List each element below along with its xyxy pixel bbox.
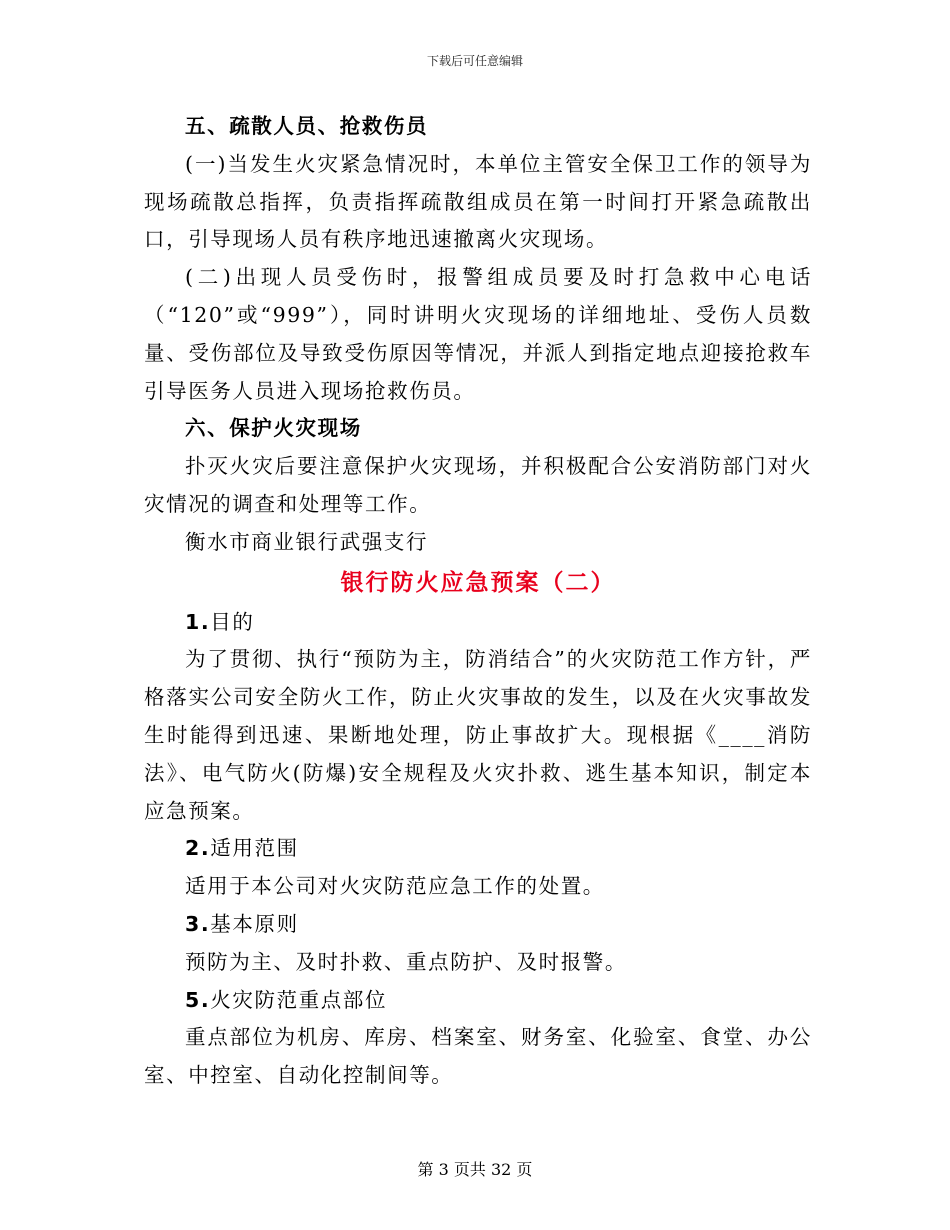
section-body-key-areas: 重点部位为机房、库房、档案室、财务室、化验室、食堂、办公室、中控室、自动化控制间等。 xyxy=(144,1025,812,1088)
section-heading-principles xyxy=(144,906,812,944)
section-title: 银行防火应急预案（二） xyxy=(340,568,616,596)
section-heading-purpose xyxy=(144,604,812,642)
paragraph-signature: 衡水市商业银行武强支行 xyxy=(185,529,429,554)
section-heading-scope xyxy=(144,830,812,868)
section-heading-key-areas xyxy=(144,982,812,1020)
section-heading-label: 目的 xyxy=(210,609,255,634)
section-body-purpose: 为了贯彻、执行“预防为主，防消结合”的火灾防范工作方针，严格落实公司安全防火工作，防止火灾事故的发生，以及在火灾事故发生时能得到迅速、果断地处理，防止事故扩大。现根据《____消防法》、电气防火(防爆)安全规程及火灾扑救、逃生基本知识，制定本应急预案。 xyxy=(144,647,812,823)
page-footer: 第 3 页共 32 页 xyxy=(417,1160,533,1179)
section-heading-label: 适用范围 xyxy=(210,836,299,861)
heading-protect-scene: 六、保护火灾现场 xyxy=(185,416,362,441)
section-heading-label: 基本原则 xyxy=(210,911,299,936)
section-body-scope: 适用于本公司对火灾防范应急工作的处置。 xyxy=(185,874,605,899)
section-number: 1. xyxy=(185,609,211,634)
heading-evacuation: 五、疏散人员、抢救伤员 xyxy=(185,114,429,138)
page-header: 下载后可任意编辑 xyxy=(426,54,523,68)
paragraph-protect-scene: 扑灭火灾后要注意保护火灾现场，并积极配合公安消防部门对火灾情况的调查和处理等工作。 xyxy=(144,454,812,516)
section-number: 2. xyxy=(185,836,211,861)
section-body-principles: 预防为主、及时扑救、重点防护、及时报警。 xyxy=(185,949,627,974)
section-number: 3. xyxy=(185,911,211,936)
document-body xyxy=(144,108,812,1095)
section-heading-label: 火灾防范重点部位 xyxy=(210,987,388,1012)
section-number: 5. xyxy=(185,987,211,1012)
paragraph-evacuation-1: (一)当发生火灾紧急情况时，本单位主管安全保卫工作的领导为现场疏散总指挥，负责指挥疏散组成员在第一时间打开紧急疏散出口，引导现场人员有秩序地迅速撤离火灾现场。 xyxy=(144,151,812,252)
paragraph-evacuation-2: (二)出现人员受伤时，报警组成员要及时打急救中心电话（“120”或“999”），同时讲明火灾现场的详细地址、受伤人员数量、受伤部位及导致受伤原因等情况，并派人到指定地点迎接抢救车引导医务人员进入现场抢救伤员。 xyxy=(144,265,812,403)
